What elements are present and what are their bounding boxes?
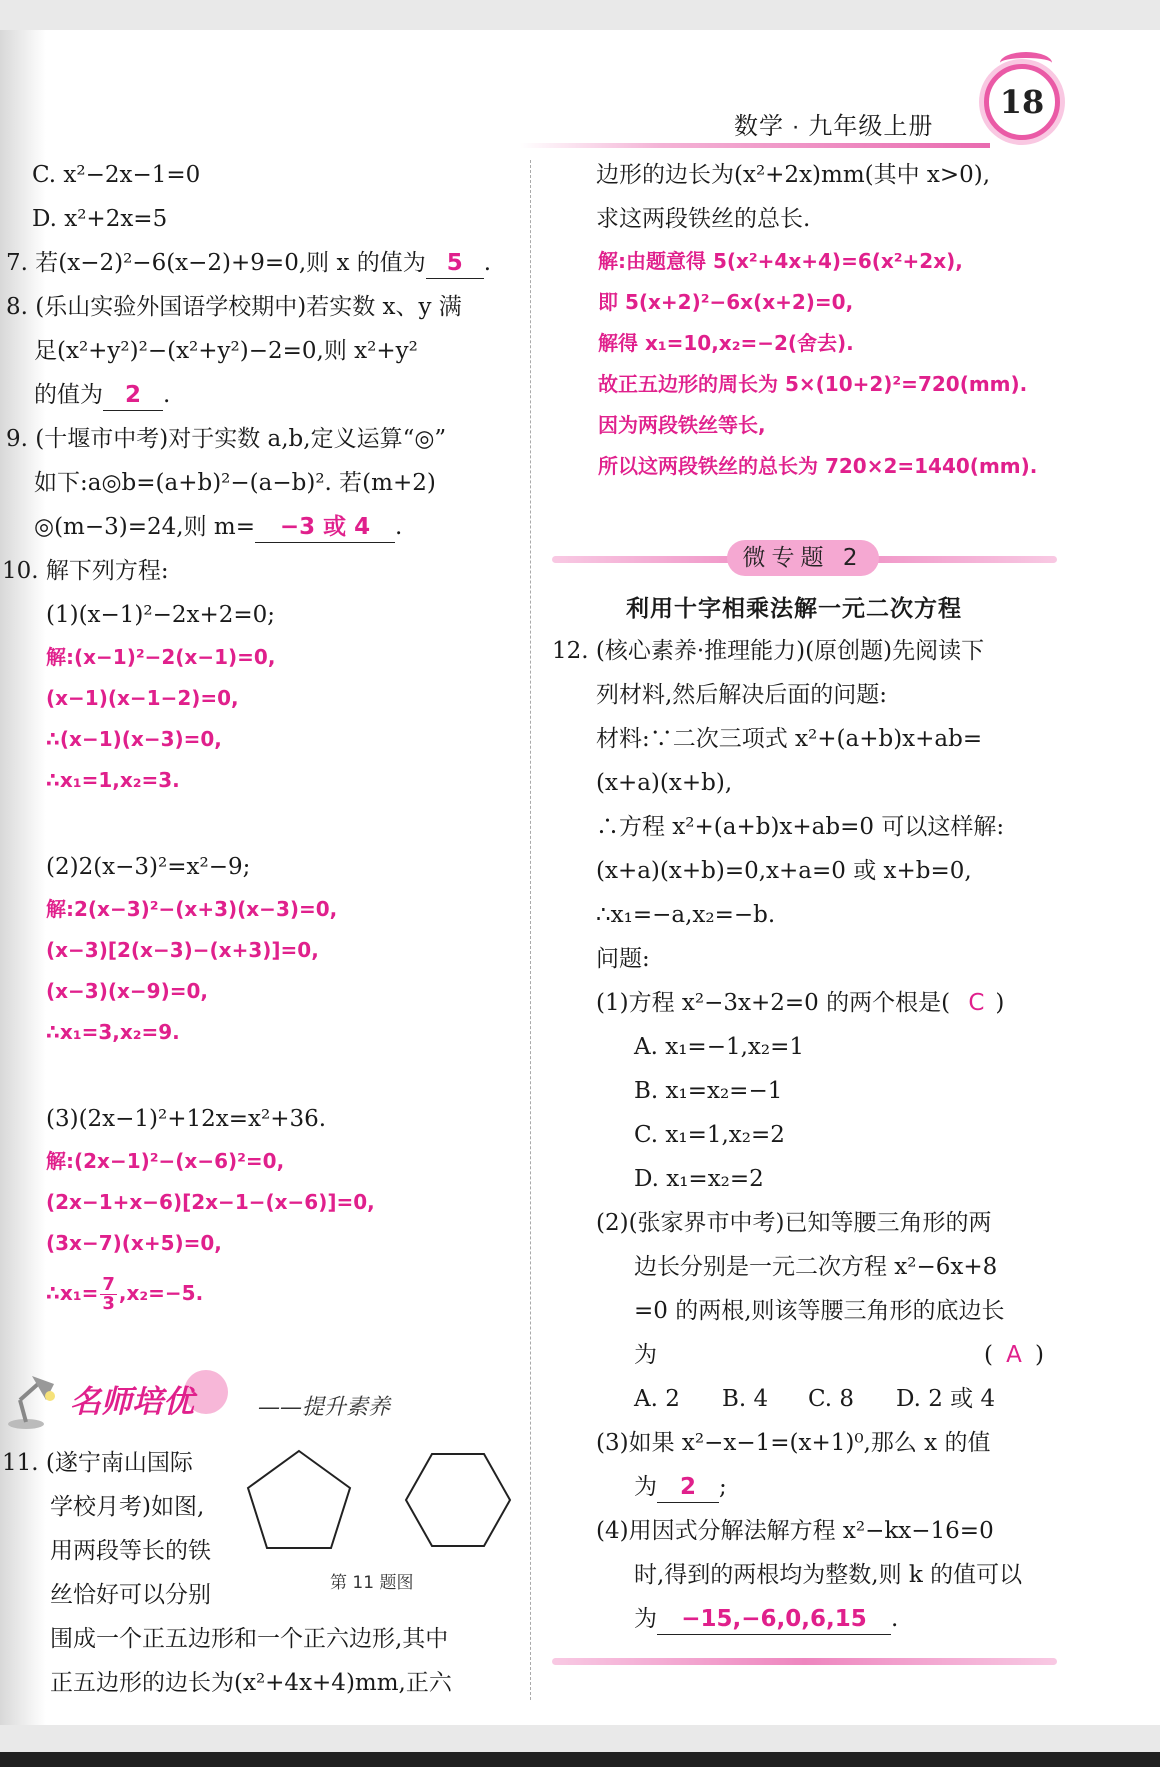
p3-answer-line — [634, 1472, 727, 1503]
fraction — [100, 1276, 117, 1313]
q10-2-sol-line: 解:2(x−3)²−(x+3)(x−3)=0, — [46, 897, 338, 921]
p2-line: (2)(张家界市中考)已知等腰三角形的两 — [596, 1210, 992, 1236]
q9-line2: 如下:a◎b=(a+b)²−(a−b)². 若(m+2) — [34, 470, 436, 496]
p2-line: 边长分别是一元二次方程 x²−6x+8 — [634, 1254, 998, 1280]
fraction-numerator: 7 — [102, 1274, 115, 1295]
p1-option: C. x₁=1,x₂=2 — [634, 1122, 785, 1148]
q12-line: 材料:∵二次三项式 x²+(a+b)x+ab= — [596, 726, 983, 752]
p2-option: B. 4 — [722, 1386, 769, 1412]
q10-1-sol-line: ∴x₁=1,x₂=3. — [46, 768, 180, 792]
q8-line2: 足(x²+y²)²−(x²+y²)−2=0,则 x²+y² — [34, 338, 418, 364]
q12-line: 列材料,然后解决后面的问题: — [596, 682, 888, 708]
header-rule — [520, 143, 990, 148]
column-divider — [530, 160, 531, 1700]
q10-2-sol-line: (x−3)[2(x−3)−(x+3)]=0, — [46, 938, 319, 962]
q11-cont-line: 求这两段铁丝的总长. — [596, 206, 811, 232]
q6-option-d: D. x²+2x=5 — [32, 206, 168, 232]
q11-sol-line: 即 5(x+2)²−6x(x+2)=0, — [598, 290, 854, 314]
q11-line2: 学校月考)如图, — [50, 1494, 205, 1520]
header-title: 数学 · 九年级上册 — [734, 113, 934, 140]
logo-title: 名师培优 — [70, 1384, 194, 1420]
p4-suffix: . — [891, 1606, 899, 1632]
q12-line: 12. (核心素养·推理能力)(原创题)先阅读下 — [552, 638, 985, 664]
p2-last: 为 — [634, 1342, 657, 1368]
p2-answer-paren: ( A ) — [984, 1342, 1044, 1368]
pentagon-figure — [244, 1448, 354, 1552]
p3-prefix: 为 — [634, 1474, 657, 1500]
q10-3-sol-line: (2x−1+x−6)[2x−1−(x−6)]=0, — [46, 1190, 375, 1214]
q10-2-sol-line: (x−3)(x−9)=0, — [46, 979, 208, 1003]
page-number-badge: 18 — [984, 64, 1060, 140]
q11-sol-line: 解:由题意得 5(x²+4x+4)=6(x²+2x), — [598, 249, 963, 273]
q10-3-sol-line: 解:(2x−1)²−(x−6)²=0, — [46, 1149, 285, 1173]
q8-line3: 的值为 2 . — [34, 380, 170, 411]
bottom-edge — [0, 1752, 1160, 1767]
q12-line: 问题: — [596, 946, 650, 972]
p1-answer: C — [968, 990, 985, 1016]
q11-line1: 11. (遂宁南山国际 — [2, 1450, 193, 1476]
q12-line: ∴方程 x²+(a+b)x+ab=0 可以这样解: — [596, 814, 1005, 840]
p2-answer: A — [1006, 1342, 1022, 1368]
q10-3-last-prefix: ∴x₁= — [46, 1281, 99, 1305]
q10-3-sol-line: (3x−7)(x+5)=0, — [46, 1231, 222, 1255]
q11-sol-line: 因为两段铁丝等长, — [598, 413, 766, 437]
figure-caption: 第 11 题图 — [330, 1573, 414, 1593]
p1-close: ) — [995, 990, 1005, 1016]
q10-3-last-suffix: ,x₂=−5. — [118, 1281, 204, 1305]
section-end-bar — [552, 1658, 1057, 1665]
q11-sol-line: 所以这两段铁丝的总长为 720×2=1440(mm). — [598, 454, 1038, 478]
q12-line: ∴x₁=−a,x₂=−b. — [596, 902, 776, 928]
q8-text: 的值为 — [34, 382, 103, 408]
p4-stem: (4)用因式分解法解方程 x²−kx−16=0 — [596, 1518, 994, 1544]
q12-p1-stem — [596, 988, 1004, 1018]
q6-option-c: C. x²−2x−1=0 — [32, 162, 201, 188]
p2-option: A. 2 — [634, 1386, 680, 1412]
q11-cont-line: 边形的边长为(x²+2x)mm(其中 x>0), — [596, 162, 991, 188]
logo-subtitle: ——提升素养 — [258, 1395, 391, 1420]
q10-part3: (3)(2x−1)²+12x=x²+36. — [46, 1106, 327, 1132]
q10-part2: (2)2(x−3)²=x²−9; — [46, 854, 251, 880]
p3-suffix: ; — [719, 1474, 727, 1500]
q10-part1: (1)(x−1)²−2x+2=0; — [46, 602, 276, 628]
p1-stem-text: (1)方程 x²−3x+2=0 的两个根是( — [596, 990, 951, 1016]
p4-answer-line — [634, 1604, 898, 1635]
q7-answer: 5 — [426, 248, 484, 279]
q10-3-sol-last — [46, 1276, 203, 1313]
q10-2-sol-line: ∴x₁=3,x₂=9. — [46, 1020, 180, 1044]
q9-answer: −3 或 4 — [255, 512, 395, 543]
q11-sol-line: 解得 x₁=10,x₂=−2(舍去). — [598, 331, 854, 355]
p3-answer: 2 — [657, 1472, 719, 1503]
q9-line1: 9. (十堰市中考)对于实数 a,b,定义运算“◎” — [6, 426, 447, 452]
p1-option: B. x₁=x₂=−1 — [634, 1078, 783, 1104]
mini-topic-banner — [552, 540, 1057, 576]
p4-prefix: 为 — [634, 1606, 657, 1632]
q8-line1: 8. (乐山实验外国语学校期中)若实数 x、y 满 — [6, 294, 462, 320]
q11-line5: 围成一个正五边形和一个正六边形,其中 — [50, 1626, 449, 1652]
q11-line3: 用两段等长的铁 — [50, 1538, 211, 1564]
q10-1-sol-line: ∴(x−1)(x−3)=0, — [46, 727, 222, 751]
q7-text: 7. 若(x−2)²−6(x−2)+9=0,则 x 的值为 — [6, 250, 426, 276]
p1-option: A. x₁=−1,x₂=1 — [634, 1034, 805, 1060]
q10-1-sol-line: (x−1)(x−1−2)=0, — [46, 686, 239, 710]
p3-stem: (3)如果 x²−x−1=(x+1)⁰,那么 x 的值 — [596, 1430, 991, 1456]
q9-text: ◎(m−3)=24,则 m= — [34, 514, 255, 540]
p2-line: =0 的两根,则该等腰三角形的底边长 — [634, 1298, 1005, 1324]
q10-1-sol-line: 解:(x−1)²−2(x−1)=0, — [46, 645, 276, 669]
p2-option: C. 8 — [808, 1386, 855, 1412]
q12-line: (x+a)(x+b), — [596, 770, 733, 796]
fraction-denominator: 3 — [102, 1293, 115, 1314]
p4-line2: 时,得到的两根均为整数,则 k 的值可以 — [634, 1562, 1023, 1588]
p1-option: D. x₁=x₂=2 — [634, 1166, 764, 1192]
p4-answer: −15,−6,0,6,15 — [657, 1604, 891, 1635]
desk-lamp-icon — [2, 1370, 64, 1430]
q9-line3: ◎(m−3)=24,则 m= −3 或 4 . — [34, 512, 402, 543]
q12-line: (x+a)(x+b)=0,x+a=0 或 x+b=0, — [596, 858, 972, 884]
q11-line4: 丝恰好可以分别 — [50, 1582, 211, 1608]
mini-topic-subtitle: 利用十字相乘法解一元二次方程 — [626, 596, 962, 622]
q8-answer: 2 — [103, 380, 163, 411]
q7: 7. 若(x−2)²−6(x−2)+9=0,则 x 的值为 5 . — [6, 248, 491, 279]
q11-line6: 正五边形的边长为(x²+4x+4)mm,正六 — [50, 1670, 452, 1696]
hexagon-figure — [404, 1452, 512, 1548]
q11-sol-line: 故正五边形的周长为 5×(10+2)²=720(mm). — [598, 372, 1028, 396]
mini-topic-tag: 微专题 2 — [727, 540, 879, 576]
p2-option: D. 2 或 4 — [896, 1386, 996, 1412]
q10-title: 10. 解下列方程: — [2, 558, 169, 584]
famous-teacher-logo — [0, 1368, 400, 1434]
